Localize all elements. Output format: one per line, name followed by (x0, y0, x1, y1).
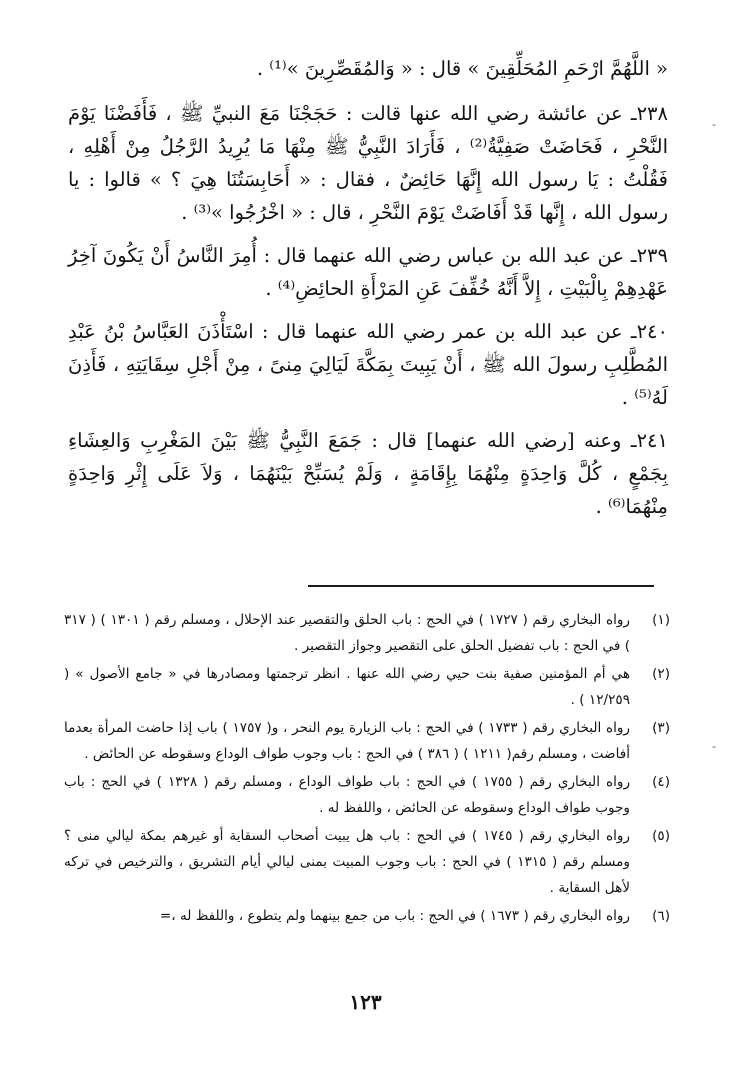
footnote-text: رواه البخاري رقم ( ١٧٤٥ ) في الحج : باب هل يبيت أصحاب السقاية أو غيرهم بمكة ليالي منى ؟ ومسلم رقم ( ١٣١٥ ) في الحج : باب وجوب المبيت بمنى ليالي أيام التشريق ، والترخيص في تركه لأهل السقاية . (64, 828, 630, 896)
footnote-2 (64, 661, 670, 713)
footnote-text: رواه البخاري رقم ( ١٧٢٧ ) في الحج : باب الحلق والتقصير عند الإحلال ، ومسلم رقم ( ١٣٠١ ) ( ٣١٧ ) في الحج : باب تفضيل الحلق على التقصير وجواز التقصير . (64, 612, 630, 654)
hadith-240: ٢٤٠ـ عن عبد الله بن عمر رضي الله عنهما قال : اسْتَأْذَنَ العَبَّاسُ بْنُ عَبْدِ المُطَّلِبِ رسولَ الله ﷺ ، أَنْ يَبِيتَ بِمَكَّةَ لَيَالِيَ مِنىً ، مِنْ أَجْلِ سِقَايَتِهِ ، فَأَذِنَ لَهُ⁽⁵⁾ . (68, 320, 668, 409)
footnote-1 (64, 607, 670, 659)
footnote-text: هي أم المؤمنين صفية بنت حيي رضي الله عنها . انظر ترجمتها ومصادرها في « جامع الأصول » ( ١٢/٢٥٩ ) . (64, 666, 630, 708)
footnote-5 (64, 823, 670, 901)
footnote-number: (٦) (652, 908, 670, 924)
footnote-number: (٣) (652, 720, 670, 736)
hadith-239: ٢٣٩ـ عن عبد الله بن عباس رضي الله عنهما قال : أُمِرَ النَّاسُ أَنْ يَكُونَ آخِرُ عَهْدِهِمْ بِالْبَيْتِ ، إِلاَّ أَنَّهُ خُفِّفَ عَنِ المَرْأَةِ الحائِضِ⁽⁴⁾ . (68, 244, 668, 300)
hadith-241: ٢٤١ـ وعنه [رضي الله عنهما] قال : جَمَعَ النَّبِيُّ ﷺ بَيْنَ المَغْرِبِ وَالعِشَاءِ بِجَمْعٍ ، كُلَّ وَاحِدَةٍ مِنْهُمَا بِإِقَامَةٍ ، وَلَمْ يُسَبِّحْ بَيْنَهُمَا ، وَلاَ عَلَى إِثْرِ وَاحِدَةٍ مِنْهُمَا⁽⁶⁾ . (68, 429, 668, 518)
footnotes (64, 607, 670, 931)
footnote-number: (١) (652, 612, 670, 628)
footnote-3 (64, 715, 670, 767)
footnote-6 (64, 903, 670, 929)
footnote-number: (٢) (652, 666, 670, 682)
footnote-number: (٤) (652, 774, 670, 790)
margin-mark: - (712, 118, 716, 131)
margin-mark: - (712, 740, 716, 753)
hadith-continuation: « اللَّهُمَّ ارْحَمِ المُحَلِّقِينَ » قال : « وَالمُقَصِّرِينَ »⁽¹⁾ . (256, 57, 668, 80)
footnote-text: رواه البخاري رقم ( ١٦٧٣ ) في الحج : باب من جمع بينهما ولم يتطوع ، واللفظ له ،= (159, 908, 630, 924)
page-number: ١٢٣ (349, 990, 382, 1014)
footnote-text: رواه البخاري رقم ( ١٧٥٥ ) في الحج : باب طواف الوداع ، ومسلم رقم ( ١٣٢٨ ) في الحج : باب وجوب طواف الوداع وسقوطه عن الحائض ، واللفظ له . (64, 774, 631, 816)
footnote-4 (64, 769, 670, 821)
footnote-text: رواه البخاري رقم ( ١٧٣٣ ) في الحج : باب الزيارة يوم النحر ، و( ١٧٥٧ ) باب إذا حاضت المرأة بعدما أفاضت ، ومسلم رقم( ١٢١١ ) ( ٣٨٦ ) في الحج : باب وجوب طواف الوداع وسقوطه عن الحائض . (64, 720, 630, 762)
footnote-number: (٥) (652, 828, 670, 844)
main-text (68, 52, 668, 533)
hadith-238: ٢٣٨ـ عن عائشة رضي الله عنها قالت : حَجَجْنَا مَعَ النبيِّ ﷺ ، فَأَفَضْنَا يَوْمَ النَّحْرِ ، فَحَاضَتْ صَفِيَّةُ⁽²⁾ ، فَأَرَادَ النَّبِيُّ ﷺ مِنْهَا مَا يُرِيدُ الرَّجُلُ مِنْ أَهْلِهِ ، فَقُلْتُ : يَا رسول الله إِنَّهَا حَائِضٌ ، فقال : « أَحَابِسَتُنَا هِيَ ؟ » قالوا : يا رسول الله ، إِنَّها قَدْ أَفَاضَتْ يَوْمَ النَّحْرِ ، قال : « اخْرُجُوا »⁽³⁾ . (68, 102, 668, 224)
footnote-separator (308, 585, 654, 587)
